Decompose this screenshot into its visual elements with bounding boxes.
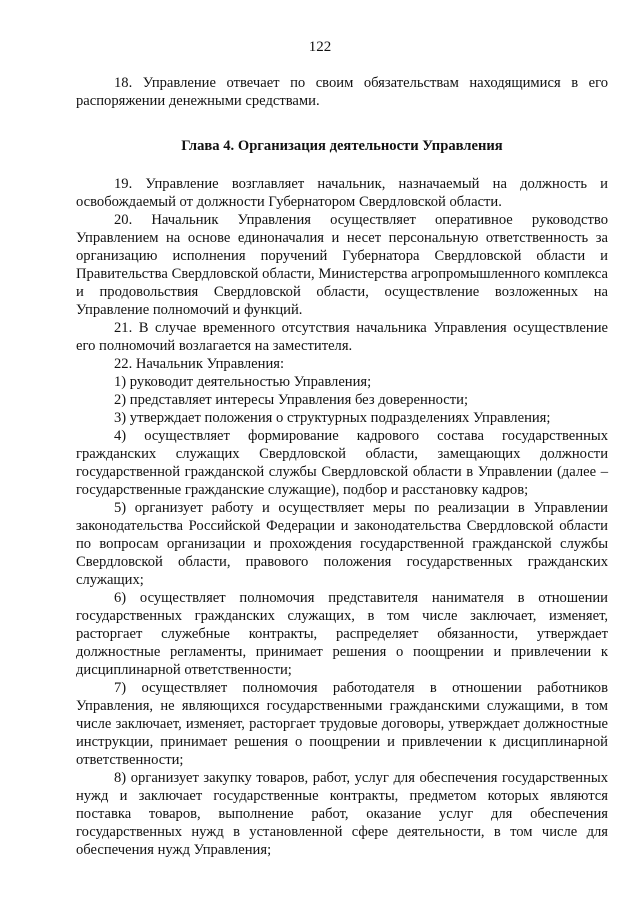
list-item-7: 7) осуществляет полномочия работодателя в отношении работников Управления, не являющихся государственными гражданскими служащими, в том числе заключает, изменяет, расторгает трудовые договоры, утверждает должностные инструкции, принимает решения о поощрении и привлечении к дисциплинарной ответственности;	[76, 680, 608, 768]
paragraph-18: 18. Управление отвечает по своим обязательствам находящимися в его распоряжении денежными средствами.	[76, 75, 608, 109]
list-item-3: 3) утверждает положения о структурных подразделениях Управления;	[114, 410, 551, 426]
paragraph-20: 20. Начальник Управления осуществляет оперативное руководство Управлением на основе единоначалия и несет персональную ответственность за организацию исполнения поручений Губернатора Свердловской области и Правительства Свердловской области, Министерства агропромышленного комплекса и продовольствия Свердловской области, осуществление возложенных на Управление полномочий и функций.	[76, 212, 608, 318]
list-item-8: 8) организует закупку товаров, работ, услуг для обеспечения государственных нужд и заключает государственные контракты, предметом которых являются поставка товаров, выполнение работ, оказание услуг для обеспечения государственных нужд в установленной сфере деятельности, в том числе для обеспечения нужд Управления;	[76, 770, 608, 858]
list-item-2: 2) представляет интересы Управления без доверенности;	[114, 392, 469, 408]
list-item-5: 5) организует работу и осуществляет меры по реализации в Управлении законодательства Российской Федерации и законодательства Свердловской области по вопросам организации и прохождения государственной гражданской службы Свердловской области, правового положения государственных гражданских служащих;	[76, 500, 608, 588]
document-body	[76, 74, 608, 859]
list-item-4: 4) осуществляет формирование кадрового состава государственных гражданских служащих Свердловской области, замещающих должности государственной гражданской службы Свердловской области в Управлении (далее – государственные гражданские служащие), подбор и расстановку кадров;	[76, 428, 608, 498]
chapter-heading: Глава 4. Организация деятельности Управления	[181, 138, 503, 154]
list-item-1: 1) руководит деятельностью Управления;	[114, 374, 372, 390]
page-number: 122	[308, 39, 332, 55]
list-item-6: 6) осуществляет полномочия представителя нанимателя в отношении государственных гражданских служащих, в том числе заключает, изменяет, расторгает служебные контракты, распределяет обязанности, утверждает должностные регламенты, принимает решения о поощрении и привлечении к дисциплинарной ответственности;	[76, 590, 608, 678]
paragraph-22: 22. Начальник Управления:	[114, 356, 285, 372]
paragraph-21: 21. В случае временного отсутствия начальника Управления осуществление его полномочий возлагается на заместителя.	[76, 320, 608, 354]
paragraph-19: 19. Управление возглавляет начальник, назначаемый на должность и освобождаемый от должности Губернатором Свердловской области.	[76, 176, 608, 210]
